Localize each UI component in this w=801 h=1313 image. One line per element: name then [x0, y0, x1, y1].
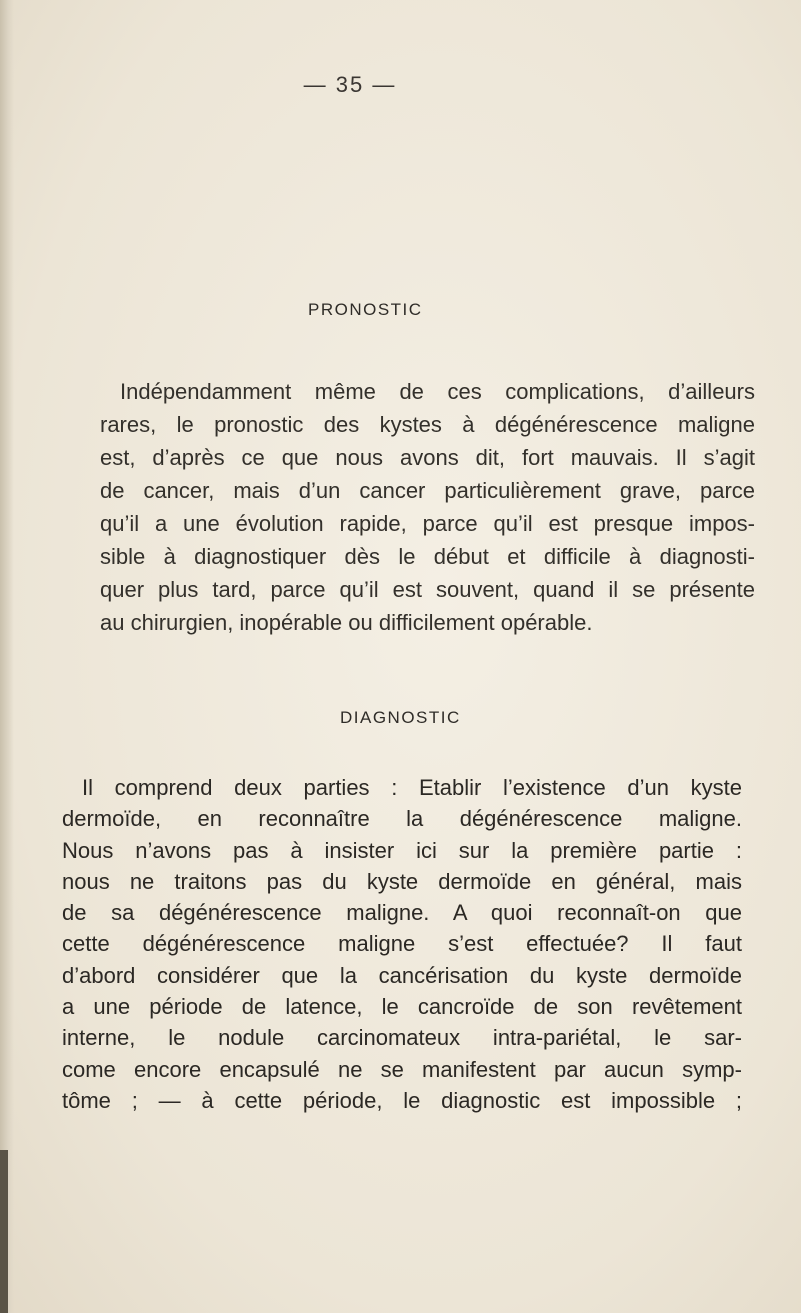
- text-line: de cancer, mais d’un cancer particulièrement grave, parce: [100, 478, 755, 503]
- section-heading-diagnostic: DIAGNOSTIC: [340, 708, 461, 727]
- text-line: est, d’après ce que nous avons dit, fort mauvais. Il s’agit: [100, 445, 755, 470]
- section-heading-prognostic: PRONOSTIC: [308, 300, 423, 319]
- text-line: de sa dégénérescence maligne. A quoi reconnaît-on que: [62, 900, 742, 926]
- diagnostic-paragraph: [62, 772, 742, 1116]
- text-line: qu’il a une évolution rapide, parce qu’il est presque impos-: [100, 511, 755, 536]
- text-line: Nous n’avons pas à insister ici sur la première partie :: [62, 837, 742, 863]
- text-line: Il comprend deux parties : Etablir l’existence d’un kyste: [82, 775, 742, 800]
- text-line: tôme ; — à cette période, le diagnostic est impossible ;: [62, 1087, 742, 1113]
- text-line: quer plus tard, parce qu’il est souvent, quand il se présente: [100, 577, 755, 602]
- text-line: au chirurgien, inopérable ou difficilement opérable.: [100, 610, 593, 635]
- page-binding-shadow: [0, 0, 14, 1313]
- text-line: interne, le nodule carcinomateux intra-pariétal, le sar-: [62, 1025, 742, 1051]
- text-line: a une période de latence, le cancroïde de son revêtement: [62, 994, 742, 1020]
- text-line: dermoïde, en reconnaître la dégénérescence maligne.: [62, 806, 742, 832]
- text-line: rares, le pronostic des kystes à dégénérescence maligne: [100, 412, 755, 437]
- page-binding-edge: [0, 1150, 8, 1313]
- text-line: Indépendamment même de ces complications, d’ailleurs: [120, 379, 755, 404]
- text-line: sible à diagnostiquer dès le début et difficile à diagnosti-: [100, 544, 755, 569]
- prognostic-paragraph: [100, 375, 755, 639]
- text-line: d’abord considérer que la cancérisation du kyste dermoïde: [62, 962, 742, 988]
- page-number: — 35 —: [303, 72, 397, 97]
- text-line: come encore encapsulé ne se manifestent par aucun symp-: [62, 1056, 742, 1082]
- text-line: nous ne traitons pas du kyste dermoïde en général, mais: [62, 868, 742, 894]
- text-line: cette dégénérescence maligne s’est effectuée? Il faut: [62, 931, 742, 957]
